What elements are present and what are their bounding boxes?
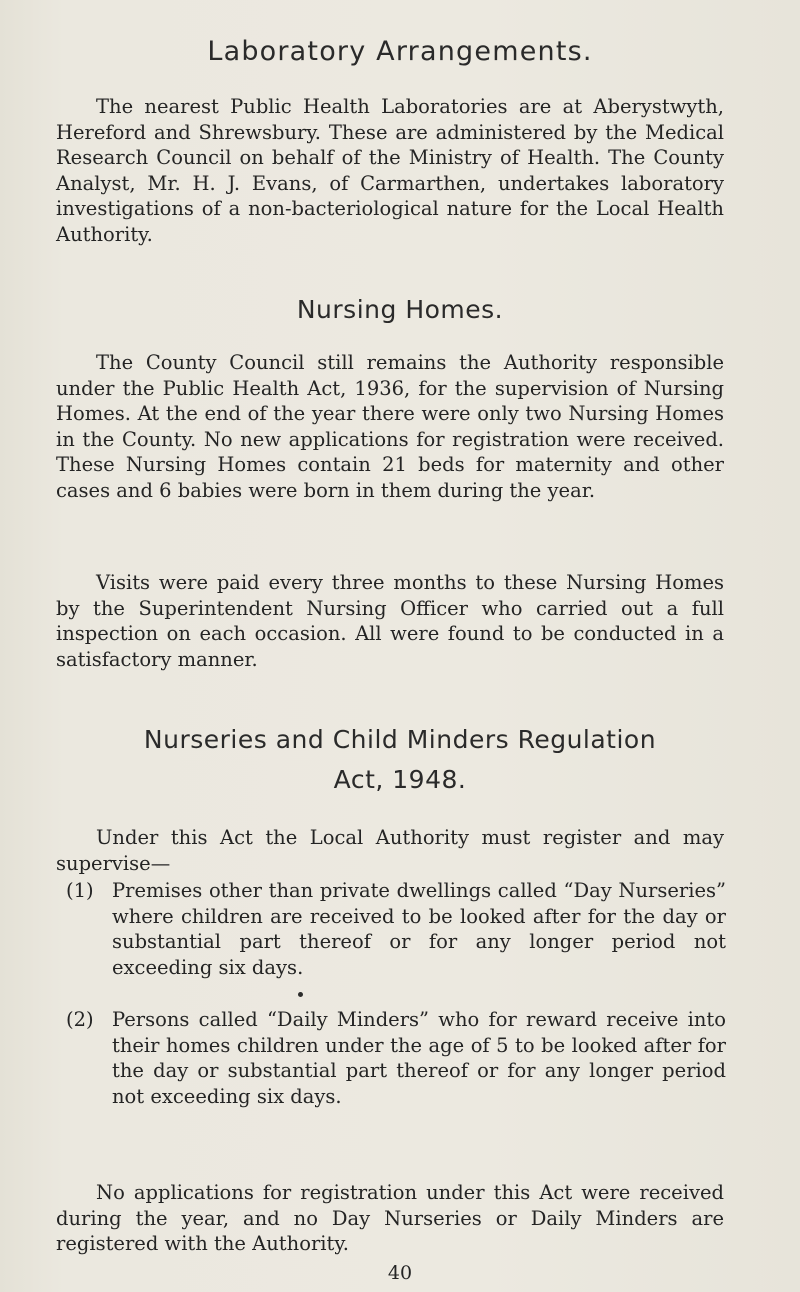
heading-nursing-homes: Nursing Homes. xyxy=(296,295,504,324)
paragraph-nursing-homes-1: The County Council still remains the Authority responsible under the Public Health Act, 1936, for the supervision of Nursing Homes. At the end of the year there were only two Nursing Homes in the County. No new applications for registration were received. These Nursing Homes contain 21 beds for maternity and other cases and 6 babies were born in them during the year. xyxy=(56,351,724,502)
heading-nurseries-line-2: Act, 1948. xyxy=(333,765,467,794)
heading-laboratory-arrangements: Laboratory Arrangements. xyxy=(207,36,593,67)
paragraph-nursing-homes-2: Visits were paid every three months to these Nursing Homes by the Superintendent Nursing Officer who carried out a full inspection on each occasion. All were found to be conducted in a satisfactory manner. xyxy=(56,571,724,671)
heading-nurseries-line-1: Nurseries and Child Minders Regulation xyxy=(143,725,657,754)
list-item-text: Persons called “Daily Minders” who for reward receive into their homes children under the age of 5 to be looked after for the day or substantial part thereof or for any longer period not exceeding six days. xyxy=(112,1008,726,1108)
list-item-number: (1) xyxy=(66,879,94,902)
list-item-number: (2) xyxy=(66,1008,94,1031)
page-number: 40 xyxy=(387,1262,413,1284)
paragraph-nurseries-closing: No applications for registration under this Act were received during the year, and no Day Nurseries or Daily Minders are registered with the Authority. xyxy=(56,1181,724,1255)
ink-speck-mark xyxy=(298,992,303,997)
list-item xyxy=(66,878,726,980)
paragraph-laboratory: The nearest Public Health Laboratories are at Aberystwyth, Hereford and Shrewsbury. These are administered by the Medical Research Council on behalf of the Ministry of Health. The County Analyst, Mr. H. J. Evans, of Carmarthen, undertakes laboratory investigations of a non-bacteriological nature for the Local Health Authority. xyxy=(56,95,724,246)
list-item xyxy=(66,1007,726,1109)
list-item-text: Premises other than private dwellings called “Day Nurseries” where children are received to be looked after for the day or substantial part thereof or for any longer period not exceeding six days. xyxy=(112,879,726,979)
paragraph-nurseries-intro: Under this Act the Local Authority must register and may supervise— xyxy=(56,826,724,875)
heading-nurseries-act xyxy=(0,720,800,800)
